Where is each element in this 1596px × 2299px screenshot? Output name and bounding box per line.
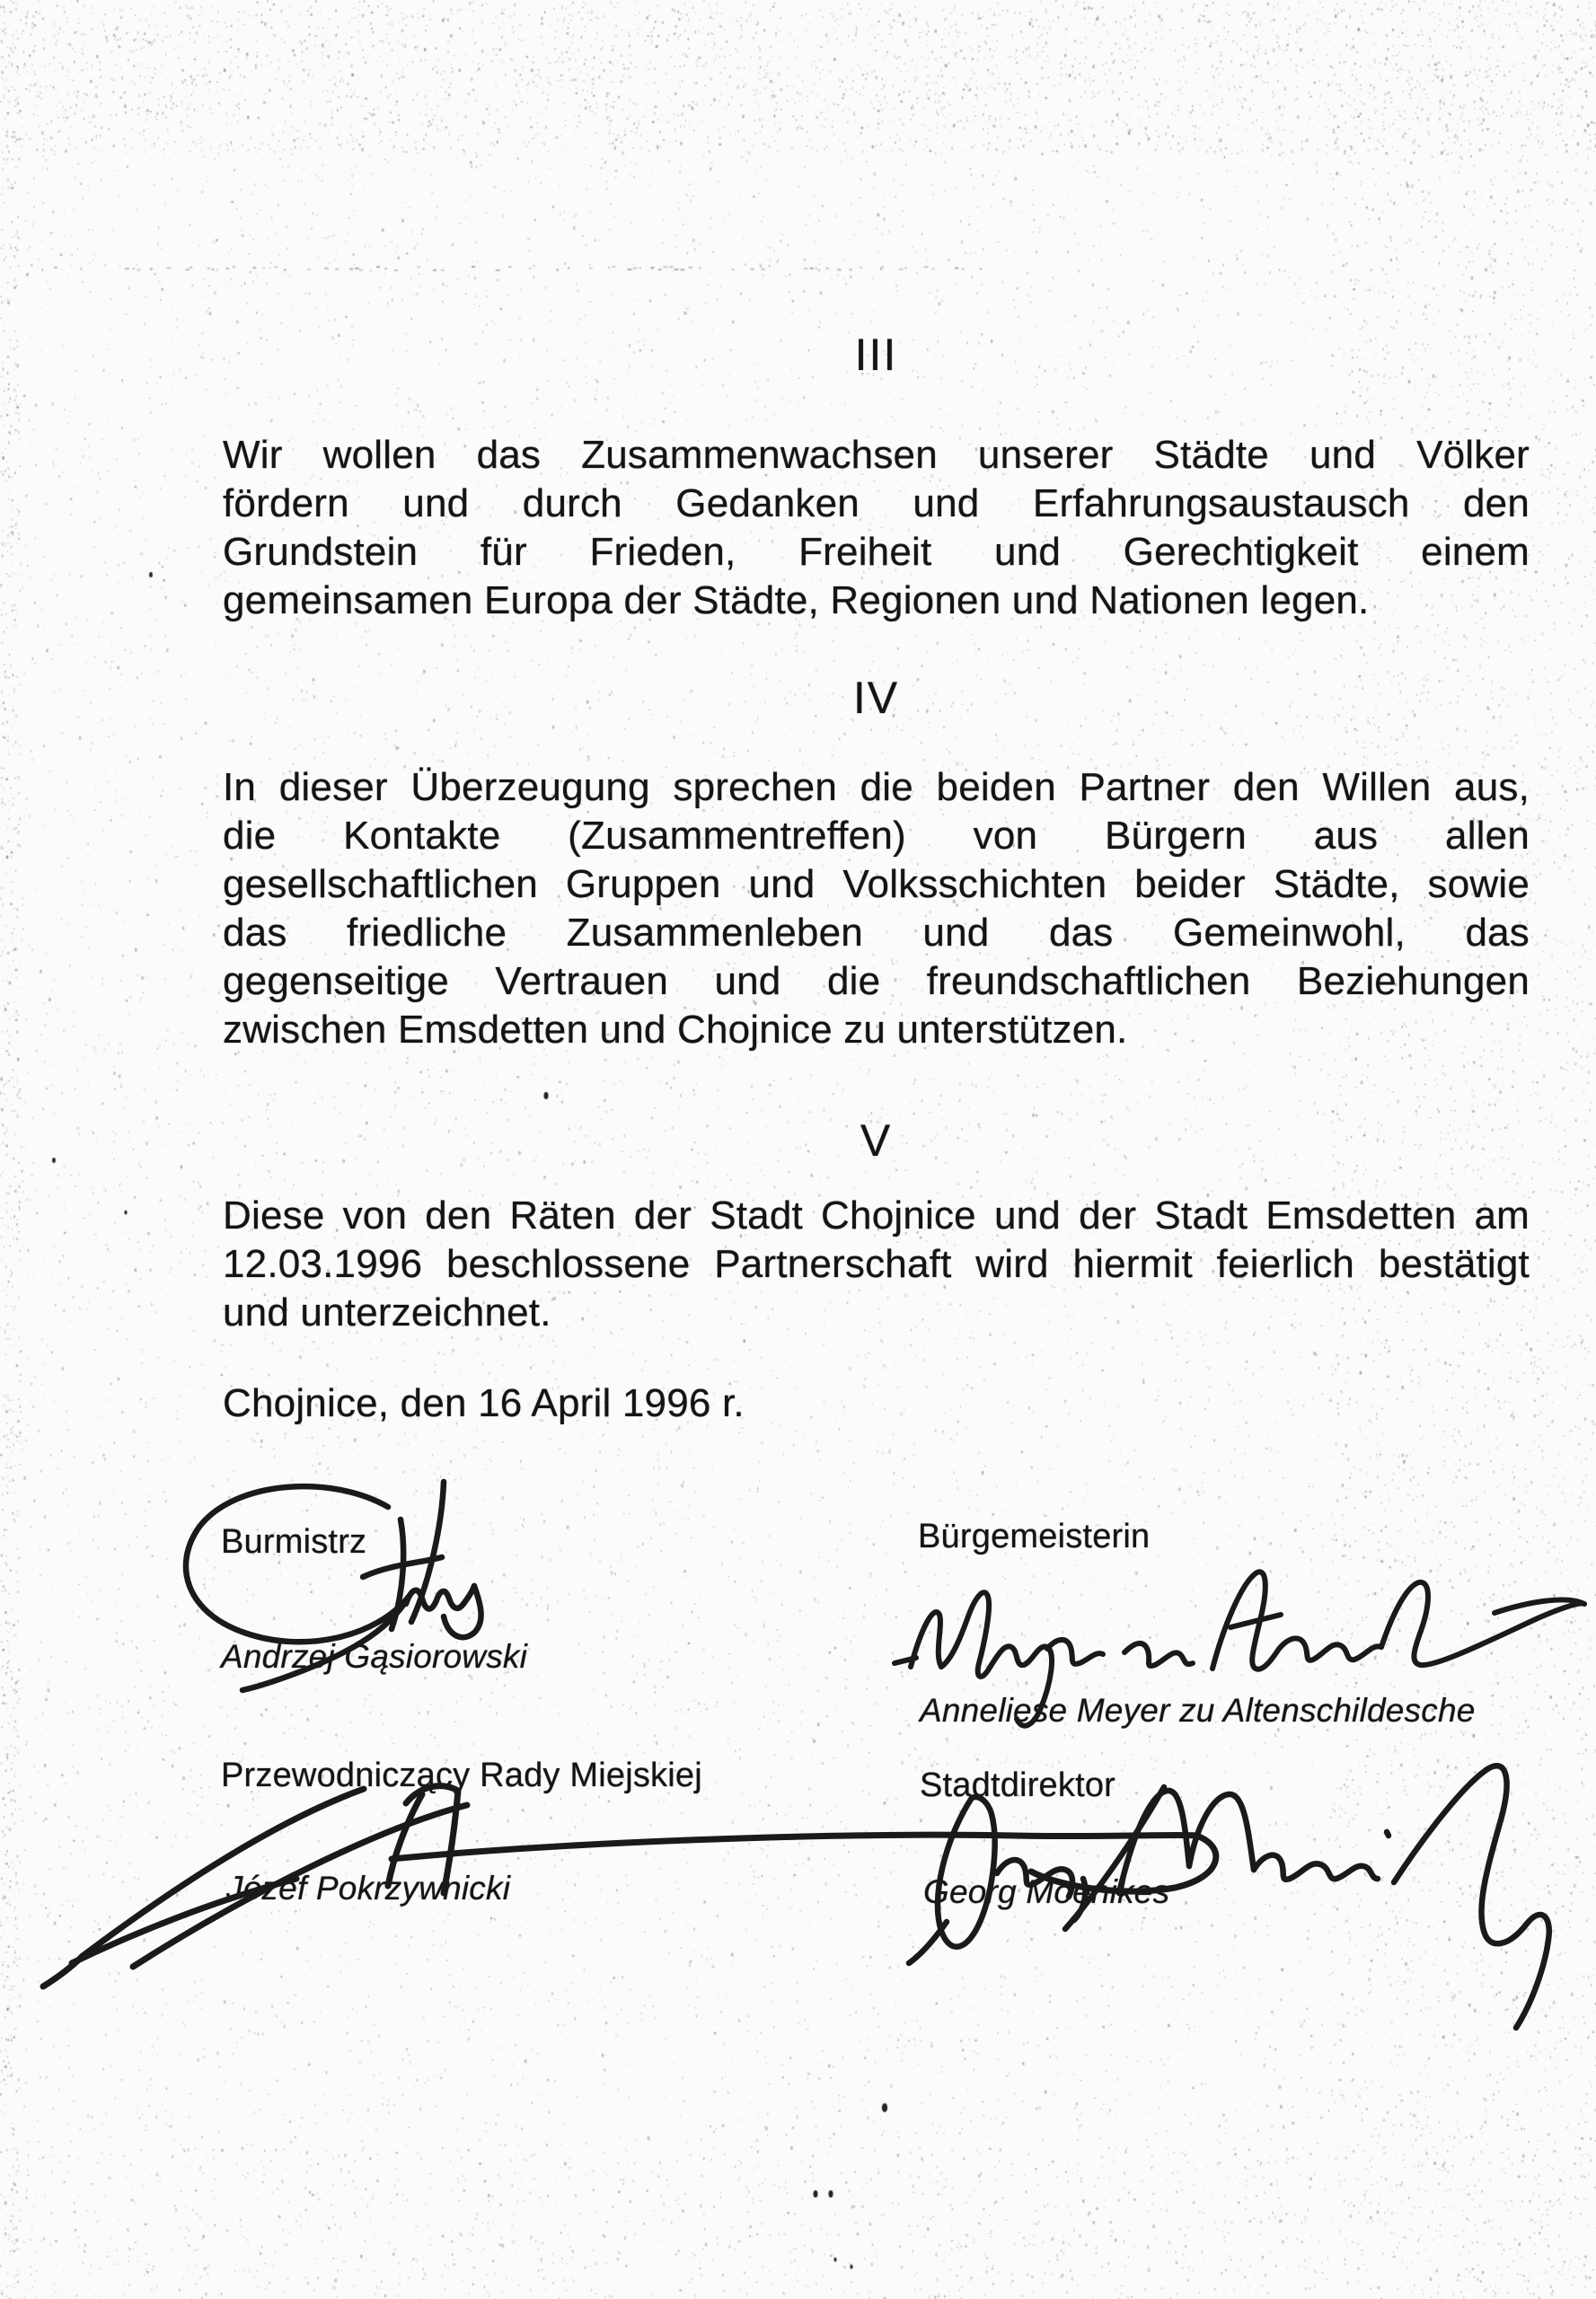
- signatory-name-meyer: Anneliese Meyer zu Altenschildesche: [920, 1692, 1476, 1729]
- paragraph-line: und unterzeichnet.: [223, 1290, 551, 1334]
- paragraph-line: gesellschaftlichen Gruppen und Volksschichten beider Städte, sowie: [223, 862, 1530, 906]
- signatory-name-gasiorowski: Andrzej Gąsiorowski: [221, 1638, 528, 1675]
- section-heading-v: V: [860, 1115, 893, 1166]
- paragraph-line: Grundstein für Frieden, Freiheit und Gerechtigkeit einem: [223, 530, 1530, 574]
- signatory-title-stadtdirektor: Stadtdirektor: [920, 1766, 1116, 1804]
- signatory-title-przewodniczacy: Przewodniczący Rady Miejskiej: [221, 1757, 702, 1794]
- paragraph-line: In dieser Überzeugung sprechen die beiden Partner den Willen aus,: [223, 765, 1530, 809]
- paragraph-v: [223, 1192, 1530, 1337]
- signatory-title-burgemeisterin: Bürgemeisterin: [918, 1518, 1151, 1555]
- paragraph-line: zwischen Emsdetten und Chojnice zu unterstützen.: [223, 1008, 1128, 1052]
- section-heading-iv: IV: [852, 673, 900, 723]
- paragraph-line: fördern und durch Gedanken und Erfahrungsaustausch den: [223, 481, 1530, 525]
- paragraph-iii: [223, 431, 1530, 625]
- paragraph-line: die Kontakte (Zusammentreffen) von Bürgern aus allen: [223, 814, 1530, 858]
- signatory-title-burmistrz: Burmistrz: [221, 1523, 367, 1561]
- paragraph-line: gemeinsamen Europa der Städte, Regionen und Nationen legen.: [223, 578, 1370, 622]
- paragraph-line: gegenseitige Vertrauen und die freundschaftlichen Beziehungen: [223, 959, 1530, 1003]
- paragraph-line: 12.03.1996 beschlossene Partnerschaft wird hiermit feierlich bestätigt: [223, 1242, 1530, 1286]
- section-heading-iii: III: [854, 330, 898, 380]
- signatory-name-moenikes: Georg Moenikes: [923, 1873, 1170, 1910]
- paragraph-line: Diese von den Räten der Stadt Chojnice und der Stadt Emsdetten am: [223, 1194, 1530, 1238]
- paragraph-line: das friedliche Zusammenleben und das Gemeinwohl, das: [223, 911, 1530, 955]
- dateline: Chojnice, den 16 April 1996 r.: [223, 1381, 745, 1425]
- paragraph-iv: [223, 763, 1530, 1054]
- signatory-name-pokrzywnicki: Józef Pokrzywnicki: [226, 1870, 511, 1907]
- paragraph-line: Wir wollen das Zusammenwachsen unserer Städte und Völker: [223, 433, 1530, 477]
